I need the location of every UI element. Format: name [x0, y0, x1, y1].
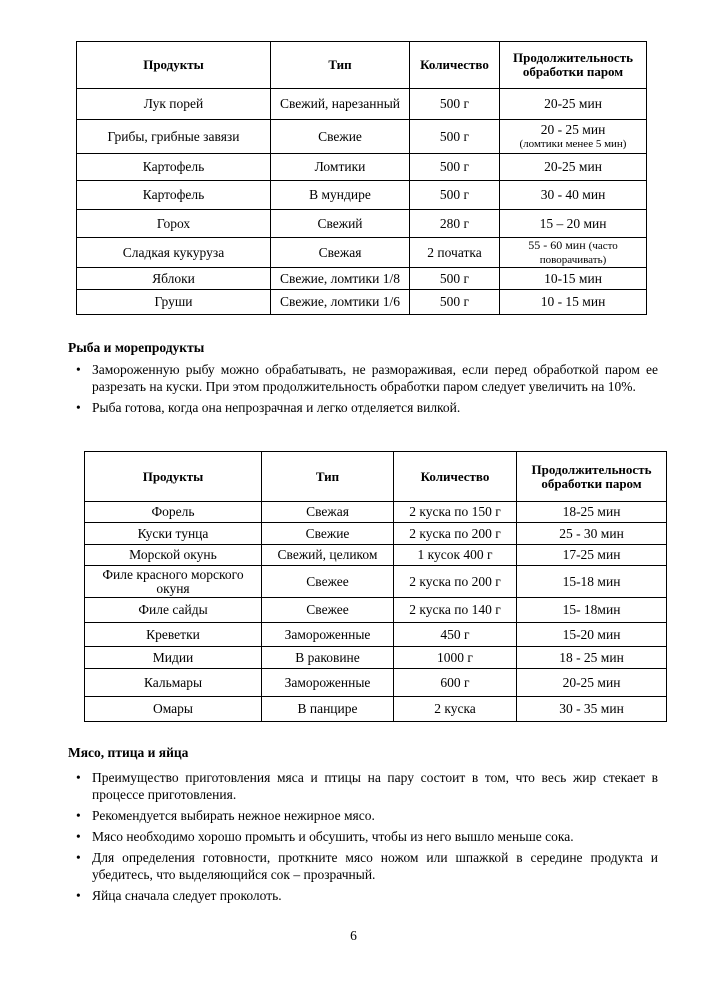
fish-section-title: Рыба и морепродукты: [68, 340, 205, 355]
fish-table: [84, 451, 667, 722]
header-quantity: Количество: [410, 42, 500, 89]
cell-product: Креветки: [85, 623, 262, 647]
cell-type: Свежее: [262, 598, 394, 623]
cell-duration: 10-15 мин: [500, 268, 647, 290]
cell-type: Свежая: [271, 238, 410, 268]
cell-product: Филе сайды: [85, 598, 262, 623]
cell-product: Морской окунь: [85, 545, 262, 566]
cell-product: Картофель: [77, 181, 271, 210]
cell-duration: 25 - 30 мин: [517, 523, 667, 545]
cell-quantity: 1000 г: [394, 647, 517, 669]
cell-type: Ломтики: [271, 154, 410, 181]
duration-note: (часто поворачивать): [539, 239, 618, 266]
table-row: [85, 566, 667, 598]
cell-duration: 15-20 мин: [517, 623, 667, 647]
vegetables-table: [76, 41, 647, 315]
cell-product: Мидии: [85, 647, 262, 669]
table-row: [85, 598, 667, 623]
cell-product: Омары: [85, 697, 262, 722]
cell-quantity: 2 куска по 150 г: [394, 502, 517, 523]
header-type: Тип: [271, 42, 410, 89]
cell-product: Филе красного морского окуня: [85, 566, 262, 598]
page-number: 6: [350, 928, 357, 943]
cell-product: Горох: [77, 210, 271, 238]
duration-note: (ломтики менее 5 мин): [519, 137, 627, 150]
table-row: [85, 502, 667, 523]
cell-duration: 20-25 мин: [517, 669, 667, 697]
cell-type: В панцире: [262, 697, 394, 722]
cell-type: Свежие: [271, 120, 410, 154]
list-item: • Замороженную рыбу можно обрабатывать, не размораживая, если перед обработкой паром ее разрезать на куски. При этом продолжительность обработки паром следует увеличить на 10%.: [68, 361, 658, 395]
cell-product: Форель: [85, 502, 262, 523]
meat-bullet-list: [68, 769, 658, 908]
fish-bullet-list: [68, 361, 658, 420]
duration-value: 55 - 60 мин: [528, 237, 586, 252]
cell-quantity: 2 куска по 140 г: [394, 598, 517, 623]
cell-type: Свежие: [262, 523, 394, 545]
cell-quantity: 2 куска по 200 г: [394, 566, 517, 598]
cell-type: Свежие, ломтики 1/6: [271, 290, 410, 315]
cell-quantity: 2 куска по 200 г: [394, 523, 517, 545]
cell-duration: 18-25 мин: [517, 502, 667, 523]
table-row: [77, 181, 647, 210]
cell-duration: [500, 120, 647, 154]
header-products: Продукты: [85, 452, 262, 502]
table-row: [77, 154, 647, 181]
meat-section-title: Мясо, птица и яйца: [68, 745, 189, 760]
table-row: [85, 669, 667, 697]
header-products: Продукты: [77, 42, 271, 89]
cell-type: Свежее: [262, 566, 394, 598]
cell-product: Яблоки: [77, 268, 271, 290]
cell-product: Груши: [77, 290, 271, 315]
header-duration: Продолжительность обработки паром: [500, 42, 647, 89]
table-row: [85, 523, 667, 545]
table-row: [85, 623, 667, 647]
cell-duration: 20-25 мин: [500, 89, 647, 120]
cell-quantity: 500 г: [410, 268, 500, 290]
cell-type: В раковине: [262, 647, 394, 669]
cell-product: Сладкая кукуруза: [77, 238, 271, 268]
cell-quantity: 2 початка: [410, 238, 500, 268]
cell-quantity: 500 г: [410, 89, 500, 120]
list-item: • Для определения готовности, проткните мясо ножом или шпажкой в середине продукта и убедитесь, что выделяющийся сок – прозрачный.: [68, 849, 658, 883]
table-row: [77, 210, 647, 238]
table-row: [77, 89, 647, 120]
table-row: [77, 238, 647, 268]
cell-quantity: 500 г: [410, 290, 500, 315]
cell-duration: 15-18 мин: [517, 566, 667, 598]
cell-product: Грибы, грибные завязи: [77, 120, 271, 154]
cell-duration: [500, 238, 647, 268]
duration-value: 20 - 25 мин: [540, 121, 606, 137]
table-header-row: [77, 42, 647, 89]
cell-quantity: 1 кусок 400 г: [394, 545, 517, 566]
table-row: [85, 697, 667, 722]
cell-type: Замороженные: [262, 669, 394, 697]
header-duration: Продолжительность обработки паром: [517, 452, 667, 502]
list-item: • Преимущество приготовления мяса и птицы на пару состоит в том, что весь жир стекает в процессе приготовления.: [68, 769, 658, 803]
table-row: [85, 647, 667, 669]
cell-quantity: 500 г: [410, 120, 500, 154]
table-row: [85, 545, 667, 566]
table-row: [77, 268, 647, 290]
cell-type: Свежая: [262, 502, 394, 523]
cell-duration: 10 - 15 мин: [500, 290, 647, 315]
cell-duration: 30 - 35 мин: [517, 697, 667, 722]
cell-type: Замороженные: [262, 623, 394, 647]
cell-quantity: 2 куска: [394, 697, 517, 722]
cell-duration: 20-25 мин: [500, 154, 647, 181]
cell-duration: 17-25 мин: [517, 545, 667, 566]
header-quantity: Количество: [394, 452, 517, 502]
list-item: • Рекомендуется выбирать нежное нежирное мясо.: [68, 807, 658, 824]
cell-product: Картофель: [77, 154, 271, 181]
cell-duration: 15 – 20 мин: [500, 210, 647, 238]
cell-quantity: 500 г: [410, 181, 500, 210]
cell-type: Свежий: [271, 210, 410, 238]
list-item: • Рыба готова, когда она непрозрачная и легко отделяется вилкой.: [68, 399, 658, 416]
cell-duration: 30 - 40 мин: [500, 181, 647, 210]
cell-type: В мундире: [271, 181, 410, 210]
cell-quantity: 450 г: [394, 623, 517, 647]
table-header-row: [85, 452, 667, 502]
cell-quantity: 500 г: [410, 154, 500, 181]
cell-product: Лук порей: [77, 89, 271, 120]
cell-product: Кальмары: [85, 669, 262, 697]
cell-quantity: 600 г: [394, 669, 517, 697]
cell-product: Куски тунца: [85, 523, 262, 545]
header-type: Тип: [262, 452, 394, 502]
cell-duration: 15- 18мин: [517, 598, 667, 623]
table-row: [77, 120, 647, 154]
cell-duration: 18 - 25 мин: [517, 647, 667, 669]
list-item: • Мясо необходимо хорошо промыть и обсушить, чтобы из него вышло меньше сока.: [68, 828, 658, 845]
cell-type: Свежий, нарезанный: [271, 89, 410, 120]
cell-type: Свежие, ломтики 1/8: [271, 268, 410, 290]
table-row: [77, 290, 647, 315]
list-item: • Яйца сначала следует проколоть.: [68, 887, 658, 904]
cell-type: Свежий, целиком: [262, 545, 394, 566]
cell-quantity: 280 г: [410, 210, 500, 238]
